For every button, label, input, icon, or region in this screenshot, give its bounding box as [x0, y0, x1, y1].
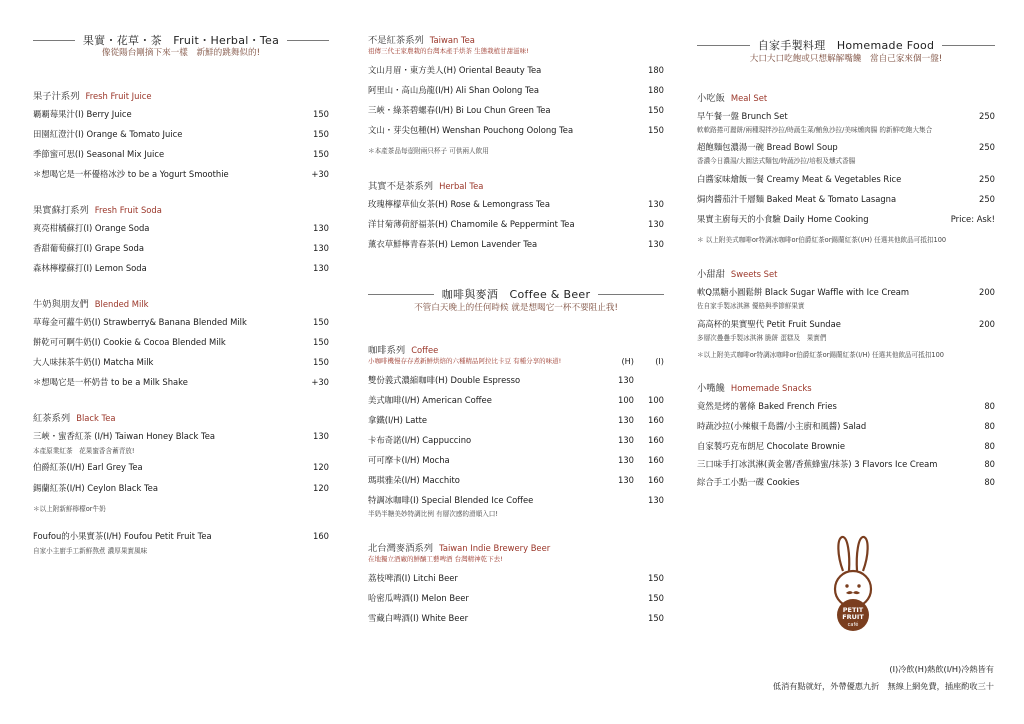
menu-item	[697, 440, 995, 453]
category-title	[697, 266, 995, 280]
menu-item	[33, 148, 329, 161]
rabbit-eye-icon	[845, 584, 848, 587]
item-price: 180	[648, 85, 664, 95]
item-name: 薰衣草鮮檸青春茶(H) Lemon Lavender Tea	[368, 239, 538, 249]
item-price-iced: 100	[648, 395, 664, 405]
menu-item	[697, 400, 995, 413]
item-name: 三峽・綠茶碧螺春(I/H) Bi Lou Chun Green Tea	[368, 105, 551, 115]
menu-item	[33, 222, 329, 235]
item-name: 自家製巧克布朗尼 Chocolate Brownie	[697, 441, 845, 451]
category-title	[33, 202, 329, 216]
item-name: 季節蜜可思(I) Seasonal Mix Juice	[33, 149, 165, 159]
category-title-zh: 果子汁系列	[33, 91, 80, 102]
divider	[368, 294, 434, 295]
item-description: 半奶半糖美妙特調比例 有層次感的滑順入口!	[368, 510, 499, 518]
item-price: Price: Ask!	[950, 214, 995, 224]
category-title-en: Black Tea	[76, 413, 116, 423]
item-price-iced: 160	[648, 435, 664, 445]
item-description: 佐自家手製冰淇淋 優格與季節鮮果實	[697, 302, 805, 310]
item-name: 卡布奇諾(I/H) Cappuccino	[368, 435, 472, 445]
item-name: 荔枝啤酒(I) Litchi Beer	[368, 573, 458, 583]
item-price: 250	[979, 194, 995, 204]
category-title-zh: 其實不是茶系列	[368, 181, 434, 192]
item-price: 130	[313, 223, 329, 233]
menu-item	[697, 458, 995, 471]
section-header	[368, 286, 664, 302]
category-note: ＊本產茶品每壺附兩只杯子 可供兩人飲用	[368, 147, 489, 155]
menu-item	[33, 242, 329, 255]
item-name: 軟Q黑糖小圓鬆餅 Black Sugar Waffle with Ice Cream	[697, 287, 910, 297]
category-title	[368, 540, 664, 554]
item-price: 150	[313, 149, 329, 159]
section-subtitle: 不管白天晚上的任何時候 就是想喝它一杯不要阻止我!	[414, 303, 618, 313]
category-title-zh: 紅茶系列	[33, 413, 71, 424]
section-header-title: 果實・花草・茶 Fruit・Herbal・Tea	[82, 34, 280, 47]
menu-item	[33, 316, 329, 329]
menu-item	[697, 476, 995, 489]
item-name: 玫瑰檸檬草仙女茶(H) Rose & Lemongrass Tea	[368, 199, 550, 209]
menu-item	[33, 482, 329, 495]
logo-word: café	[847, 622, 859, 628]
menu-item	[368, 238, 664, 251]
rabbit-eye-icon	[857, 584, 860, 587]
divider	[287, 40, 329, 41]
item-name: 瑪琪雅朵(I/H) Macchito	[368, 475, 460, 485]
item-name: 果實主廚每天的小食驗 Daily Home Cooking	[697, 214, 869, 224]
category-title-en: Coffee	[411, 345, 439, 355]
item-name: 焗肉醬茄汁千層麵 Baked Meat & Tomato Lasagna	[697, 194, 897, 204]
item-price-iced: 160	[648, 455, 664, 465]
section-header	[697, 37, 995, 53]
category-title-zh: 北台灣麥酒系列	[368, 543, 434, 554]
menu-item	[33, 461, 329, 474]
item-price: 150	[648, 613, 664, 623]
iced-column-label: (I)	[655, 356, 664, 366]
category-title-en: Fresh Fruit Juice	[85, 91, 152, 101]
item-price: 150	[648, 105, 664, 115]
item-name: 雪藏白啤酒(I) White Beer	[368, 613, 469, 623]
category-title	[368, 32, 664, 46]
category-title-en: Blended Milk	[94, 299, 149, 309]
menu-item	[368, 84, 664, 97]
category-title-en: Sweets Set	[730, 269, 778, 279]
menu-item	[697, 173, 995, 186]
divider	[942, 45, 995, 46]
menu-item	[368, 124, 664, 137]
menu-item-addon	[33, 168, 329, 181]
item-price: +30	[311, 377, 329, 387]
category-title-en: Meal Set	[730, 93, 768, 103]
item-name: 雙份義式濃縮咖啡(H) Double Espresso	[368, 375, 521, 385]
logo-word: FRUIT	[842, 613, 864, 621]
item-name: ＊想喝它是一杯奶昔 to be a Milk Shake	[33, 377, 188, 387]
item-name: 竟然是烤的薯條 Baked French Fries	[697, 401, 837, 411]
item-name: 森林檸檬蘇打(I) Lemon Soda	[33, 263, 147, 273]
item-name: 哈密瓜啤酒(I) Melon Beer	[368, 593, 469, 603]
category-title-zh: 小甜甜	[697, 269, 725, 280]
item-name: 覇覇莓果汁(I) Berry Juice	[33, 109, 132, 119]
category-subtitle: 祖傳三代王家農栽的台灣本產手烘茶 生態栽植甘甜滋味!	[368, 47, 529, 55]
menu-item	[697, 286, 995, 299]
item-name: 洋甘菊薄荷舒福茶(H) Chamomile & Peppermint Tea	[368, 219, 575, 229]
menu-item	[33, 356, 329, 369]
item-price: 80	[984, 401, 995, 411]
item-price: 80	[984, 441, 995, 451]
item-name: 餅乾可可啊牛奶(I) Cookie & Cocoa Blended Milk	[33, 337, 226, 347]
category-subtitle: 在地獨立酒廠的鮮釀工藝啤酒 台灣精神乾下去!	[368, 555, 503, 563]
item-price: 160	[313, 531, 329, 541]
item-price: 250	[979, 111, 995, 121]
item-name: 爽亮柑橘蘇打(I) Orange Soda	[33, 223, 150, 233]
menu-item	[368, 374, 664, 387]
item-price: 130	[313, 431, 329, 441]
item-name: Foufou的小果實茶(I/H) Foufou Petit Fruit Tea	[33, 531, 212, 541]
menu-item	[368, 414, 664, 427]
menu-item	[368, 104, 664, 117]
menu-item	[697, 193, 995, 206]
menu-item	[368, 434, 664, 447]
section-header-title: 自家手製料理 Homemade Food	[757, 39, 935, 52]
menu-item	[697, 213, 995, 226]
item-price: +30	[311, 169, 329, 179]
category-title-zh: 牛奶與朋友們	[33, 299, 89, 310]
item-name: 綜合手工小點一碟 Cookies	[697, 477, 800, 487]
section-subtitle: 像從陽台剛摘下來一樣 新鮮的跳舞似的!	[101, 48, 261, 58]
item-price: 200	[979, 287, 995, 297]
item-name: 特調冰咖啡(I) Special Blended Ice Coffee	[368, 495, 534, 505]
item-name: 田園紅澄汁(I) Orange & Tomato Juice	[33, 129, 183, 139]
coffee-column-header	[368, 356, 664, 366]
item-name: 大人味抹茶牛奶(I) Matcha Milk	[33, 357, 154, 367]
category-title-zh: 小嘴饞	[697, 383, 725, 394]
item-description: 本產原業紅茶 花果蜜香含蓄青放!	[33, 447, 135, 455]
item-price: 150	[648, 125, 664, 135]
rabbit-ears-icon	[838, 537, 867, 571]
menu-item	[697, 420, 995, 433]
section-header-title: 咖啡與麥酒 Coffee & Beer	[441, 288, 591, 301]
item-price: 150	[648, 573, 664, 583]
item-price: 150	[313, 129, 329, 139]
category-subtitle: 小咖啡機慢存存煮新鮮烘焙的六種精品阿拉比卡豆 有種分享的味道!	[368, 357, 562, 365]
item-name: 伯爵紅茶(I/H) Earl Grey Tea	[33, 462, 143, 472]
category-title-zh: 果實蘇打系列	[33, 205, 89, 216]
menu-item	[368, 218, 664, 231]
menu-item	[697, 318, 995, 331]
item-name: 時蔬沙拉(小辣椒千島醬/小主廚和風醬) Salad	[697, 421, 867, 431]
item-name: 文山・芽尖包種(H) Wenshan Pouchong Oolong Tea	[368, 125, 574, 135]
category-title-en: Taiwan Indie Brewery Beer	[439, 543, 551, 553]
hot-column-label: (H)	[621, 356, 634, 366]
divider	[697, 45, 750, 46]
item-price: 150	[313, 109, 329, 119]
category-title	[33, 296, 329, 310]
item-price: 150	[648, 593, 664, 603]
item-price-iced: 160	[648, 475, 664, 485]
item-name: 香甜葡萄蘇打(I) Grape Soda	[33, 243, 145, 253]
item-price: 250	[979, 174, 995, 184]
item-price: 80	[984, 421, 995, 431]
item-price-hot: 130	[618, 475, 634, 485]
item-name: ＊想喝它是一杯優格冰沙 to be a Yogurt Smoothie	[33, 169, 229, 179]
section-subtitle: 大口大口吃飽或只想解解嘴饞 當自己家來個一盤!	[749, 54, 943, 64]
item-price: 150	[313, 337, 329, 347]
category-title-en: Herbal Tea	[439, 181, 484, 191]
item-name: 阿里山・高山烏龍(I/H) Ali Shan Oolong Tea	[368, 85, 539, 95]
item-price: 130	[313, 243, 329, 253]
item-price: 120	[313, 483, 329, 493]
menu-item	[697, 110, 995, 123]
item-name: 文山月眉・東方美人(H) Oriental Beauty Tea	[368, 65, 542, 75]
category-title-zh: 咖啡系列	[368, 345, 406, 356]
item-name: 早午餐一盤 Brunch Set	[697, 111, 788, 121]
category-title	[33, 410, 329, 424]
item-name: 拿鐵(I/H) Latte	[368, 415, 428, 425]
item-name: 三峽・蜜香紅茶 (I/H) Taiwan Honey Black Tea	[33, 431, 216, 441]
item-name: 美式咖啡(I/H) American Coffee	[368, 395, 492, 405]
item-price: 130	[313, 263, 329, 273]
menu-item	[33, 108, 329, 121]
item-description: 香濃今日濃湯/大圓法式麵包/時蔬沙拉/培根及燻式香腸	[697, 157, 856, 165]
item-name: 超飽麵包濃湯一碗 Bread Bowl Soup	[697, 142, 838, 152]
item-price: 80	[984, 477, 995, 487]
petit-fruit-cafe-logo	[823, 533, 883, 633]
item-price: 130	[648, 199, 664, 209]
category-note: ＊ 以上附美式咖啡or特調冰咖啡or伯爵紅茶or錫蘭紅茶(I/H) 任選其他飲品可抵扣100	[697, 236, 947, 244]
category-title-en: Fresh Fruit Soda	[94, 205, 162, 215]
item-price: 200	[979, 319, 995, 329]
item-name: 白醬家味燴飯一餐 Creamy Meat & Vegetables Rice	[697, 174, 902, 184]
item-price-iced: 160	[648, 415, 664, 425]
divider	[33, 40, 75, 41]
item-description: 自家小主廚手工新鮮熬煮 濃厚果實風味	[33, 547, 148, 555]
category-title	[368, 342, 664, 356]
item-price: 80	[984, 459, 995, 469]
temperature-legend: (I)冷飲(H)熱飲(I/H)冷熱皆有	[889, 664, 994, 674]
menu-item	[33, 262, 329, 275]
menu-item	[368, 394, 664, 407]
item-name: 錫蘭紅茶(I/H) Ceylon Black Tea	[33, 483, 158, 493]
item-price-hot: 130	[618, 375, 634, 385]
item-description: 軟軟路捲可麗餅/兩種現拌沙拉/時蔬生菜/鮪魚沙拉/美味燻肉腸 的新鮮吃飽大集合	[697, 126, 933, 134]
menu-item	[33, 530, 329, 543]
item-price: 250	[979, 142, 995, 152]
menu-item	[368, 572, 664, 585]
menu-item	[368, 474, 664, 487]
category-title	[697, 380, 995, 394]
category-note: ＊以上附美式咖啡or特調冰咖啡or伯爵紅茶or錫蘭紅茶(I/H) 任選其他飲品可抵扣100	[697, 351, 944, 359]
item-price-hot: 130	[618, 415, 634, 425]
menu-item	[368, 494, 664, 507]
item-price: 150	[313, 357, 329, 367]
menu-item	[697, 141, 995, 154]
category-title	[33, 88, 329, 102]
category-title-zh: 不是紅茶系列	[368, 35, 424, 46]
menu-item	[33, 430, 329, 443]
item-name: 高高杯的果實聖代 Petit Fruit Sundae	[697, 319, 841, 329]
menu-item-addon	[33, 376, 329, 389]
item-price-hot: 130	[618, 455, 634, 465]
category-title-en: Taiwan Tea	[429, 35, 475, 45]
category-title-zh: 小吃飯	[697, 93, 725, 104]
item-price: 180	[648, 65, 664, 75]
logo-word: PETIT	[842, 606, 864, 614]
item-name: 草莓金可蘿牛奶(I) Strawberry& Banana Blended Milk	[33, 317, 247, 327]
item-price: 120	[313, 462, 329, 472]
item-price: 130	[648, 239, 664, 249]
divider	[598, 294, 664, 295]
item-price-iced: 130	[648, 495, 664, 505]
menu-item	[33, 128, 329, 141]
category-note: ＊以上附新鮮檸檬or牛奶	[33, 505, 106, 513]
item-price: 150	[313, 317, 329, 327]
item-description: 多層次疊疊手製冰淇淋 脆餅 蛋糕及 果實們	[697, 334, 827, 342]
menu-item	[368, 592, 664, 605]
category-title	[697, 90, 995, 104]
menu-item	[368, 198, 664, 211]
menu-item	[368, 612, 664, 625]
item-price-hot: 100	[618, 395, 634, 405]
menu-item	[368, 64, 664, 77]
menu-item	[368, 454, 664, 467]
item-price: 130	[648, 219, 664, 229]
item-name: 三口味手打冰淇淋(黃金薯/香蕉蜂蜜/抹茶) 3 Flavors Ice Cream	[697, 459, 938, 469]
footer-note: 低消有點就好，外帶優惠九折 無線上網免費，插座酌收三十	[772, 681, 994, 691]
category-title	[368, 178, 664, 192]
item-name: 可可摩卡(I/H) Mocha	[368, 455, 450, 465]
menu-item	[33, 336, 329, 349]
item-price-hot: 130	[618, 435, 634, 445]
category-title-en: Homemade Snacks	[730, 383, 812, 393]
